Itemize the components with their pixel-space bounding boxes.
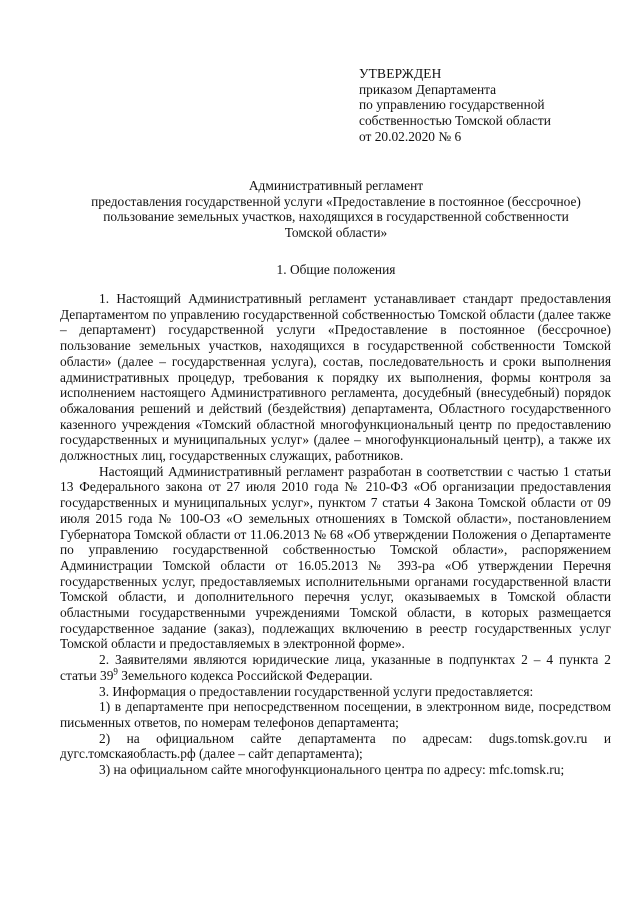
approval-line: по управлению государственной: [359, 97, 545, 113]
title-line: Томской области»: [284, 225, 388, 241]
paragraph: [60, 652, 611, 683]
approval-heading: УТВЕРЖДЕН: [359, 66, 442, 81]
paragraph-text: Земельного кодекса Российской Федерации.: [117, 667, 373, 683]
document-title: [66, 178, 606, 241]
list-item: 2) на официальном сайте департамента по адресам: dugs.tomsk.gov.ru и дугс.томскаяобласть.рф (далее – сайт департамента);: [60, 730, 611, 762]
superscript: 9: [113, 666, 118, 677]
document-body: [60, 291, 611, 778]
approval-stamp: [359, 66, 609, 145]
title-line: предоставления государственной услуги «Предоставление в постоянное (бессрочное): [91, 193, 581, 209]
approval-line: приказом Департамента: [359, 81, 497, 97]
approval-line: собственностью Томской области: [359, 113, 551, 129]
list-item: 1) в департаменте при непосредственном посещении, в электронном виде, посредством письменных ответов, по номерам телефонов департамента;: [60, 699, 611, 730]
paragraph: 3. Информация о предоставлении государственной услуги предоставляется:: [99, 683, 534, 699]
title-line: Административный регламент: [248, 178, 424, 193]
list-item: 3) на официальном сайте многофункционального центра по адресу: mfc.tomsk.ru;: [99, 762, 565, 778]
paragraph: Настоящий Административный регламент разработан в соответствии с частью 1 статьи 13 Федерального закона от 27 июля 2010 года № 210-ФЗ «Об организации предоставления государственных и муниципальных услуг», пунктом 7 статьи 4 Закона Томской области от 09 июля 2015 года № 100-ОЗ «О земельных отношениях в Томской области», постановлением Губернатора Томской области от 11.06.2013 № 68 «Об утверждении Положения о Департаменте по управлению государственной собственностью Томской области», распоряжением Администрации Томской области от 16.05.2013 № 393-ра «Об утверждении Перечня государственных услуг, предоставляемых исполнительными органами государственной власти Томской области, и дополнительного перечня услуг, оказываемых в Томской области областными государственными учреждениями Томской области, в которых размещается государственное задание (заказ), подлежащих включению в реестр государственных услуг Томской области и предоставляемых в электронной форме».: [60, 463, 611, 652]
section-heading: 1. Общие положения: [276, 262, 396, 277]
paragraph-text: 2. Заявителями являются юридические лица, указанные в подпунктах 2 – 4 пункта 2 статьи 39: [60, 652, 611, 683]
title-line: пользование земельных участков, находящихся в государственной собственности: [103, 209, 569, 225]
paragraph: 1. Настоящий Административный регламент устанавливает стандарт предоставления Департаментом по управлению государственной собственностью Томской области (далее также – департамент) государственной услуги «Предоставление в постоянное (бессрочное) пользование земельных участков, находящихся в государственной собственности Томской области» (далее – государственная услуга), состав, последовательность и сроки выполнения административных процедур, требования к порядку их выполнения, формы контроля за исполнением настоящего Административного регламента, досудебный (внесудебный) порядок обжалования решений и действий (бездействия) департамента, Областного государственного казенного учреждения «Томский областной многофункциональный центр по предоставлению государственных и муниципальных услуг» (далее – многофункциональный центр), а также их должностных лиц, государственных служащих, работников.: [60, 291, 611, 464]
approval-line: от 20.02.2020 № 6: [359, 128, 462, 144]
